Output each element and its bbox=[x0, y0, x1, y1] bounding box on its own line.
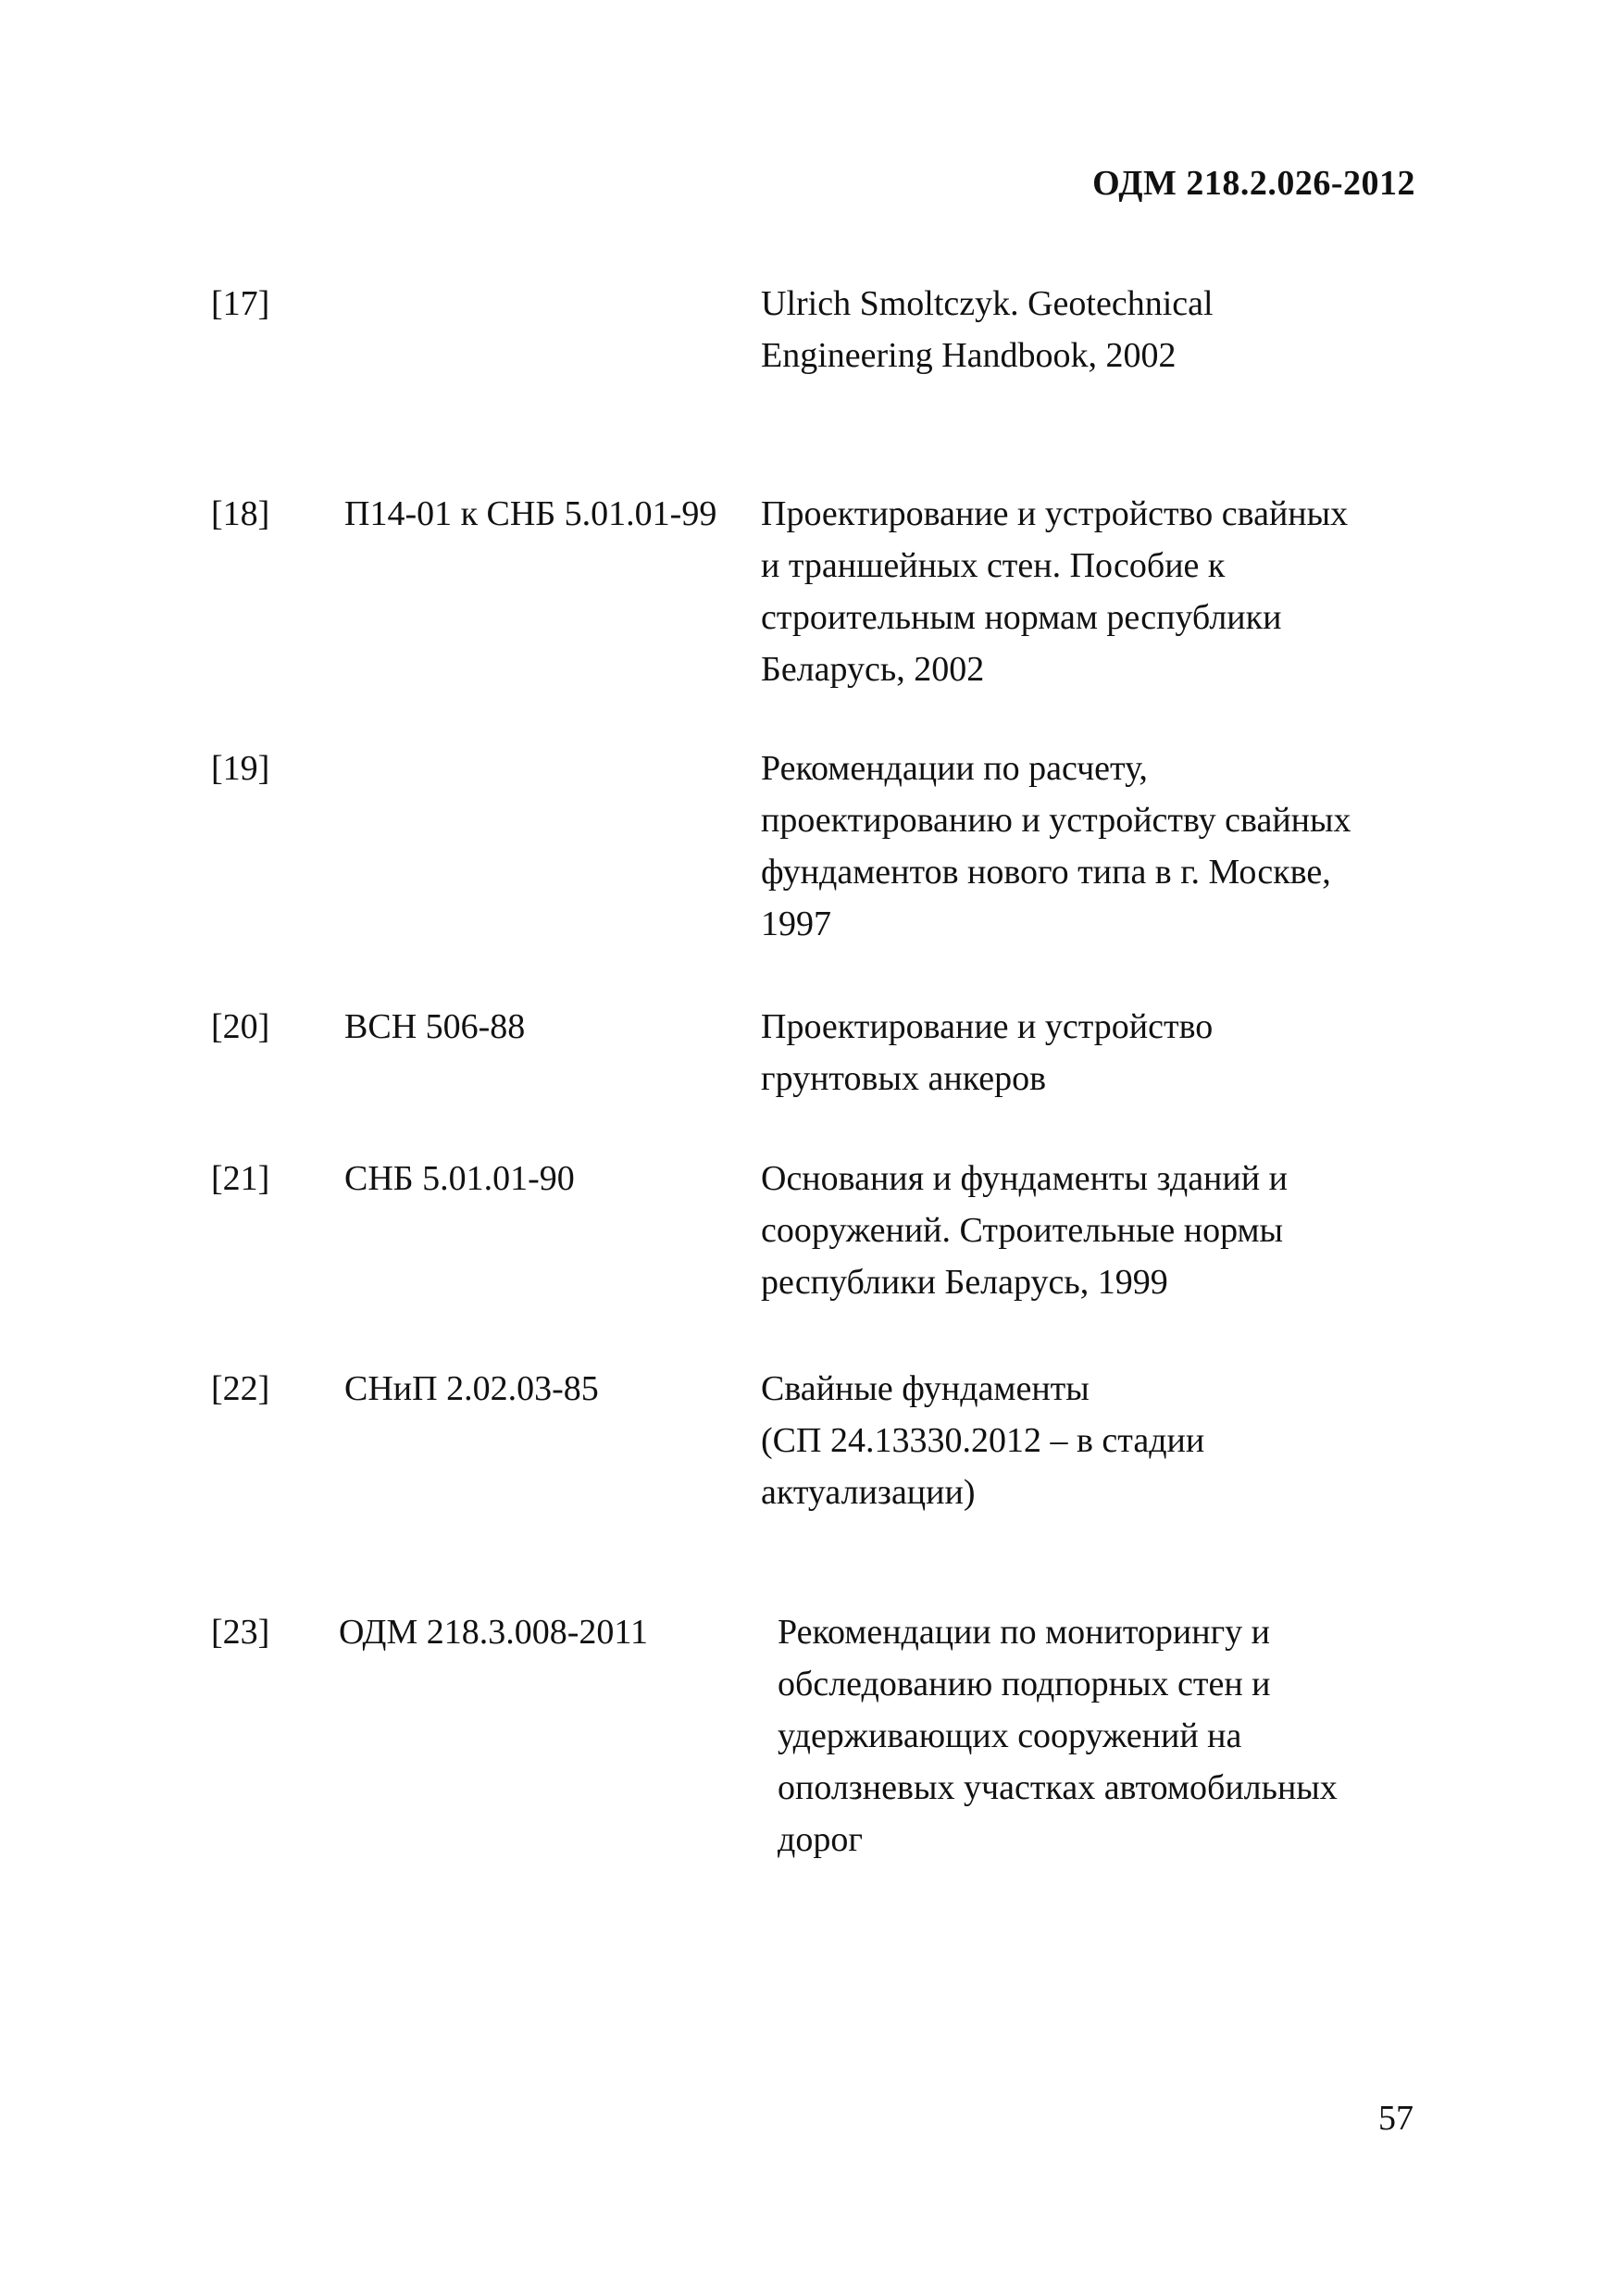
reference-title-line: Беларусь, 2002 bbox=[761, 650, 985, 689]
reference-title bbox=[761, 278, 1427, 381]
reference-title-line: обследованию подпорных стен и bbox=[778, 1665, 1271, 1703]
reference-title-line: Engineering Handbook, 2002 bbox=[761, 336, 1177, 375]
reference-code: ВСН 506-88 bbox=[344, 1007, 526, 1046]
document-code: ОДМ 218.2.026-2012 bbox=[1092, 164, 1415, 203]
reference-title-line: Проектирование и устройство bbox=[761, 1007, 1214, 1046]
reference-number: [22] bbox=[211, 1369, 270, 1408]
reference-title-line: Свайные фундаменты bbox=[761, 1369, 1090, 1408]
reference-title-line: сооружений. Строительные нормы bbox=[761, 1211, 1284, 1250]
reference-title bbox=[761, 742, 1427, 950]
reference-title-line: строительным нормам республики bbox=[761, 598, 1282, 637]
reference-title-line: проектированию и устройству свайных bbox=[761, 801, 1351, 840]
page-number: 57 bbox=[1378, 2099, 1414, 2138]
reference-title bbox=[778, 1606, 1444, 1866]
reference-title-line: фундаментов нового типа в г. Москве, bbox=[761, 853, 1331, 892]
reference-number: [21] bbox=[211, 1159, 270, 1198]
reference-title-line: оползневых участках автомобильных bbox=[778, 1768, 1338, 1807]
reference-title-line: актуализации) bbox=[761, 1473, 976, 1512]
reference-title-line: дорог bbox=[778, 1820, 863, 1859]
reference-number: [23] bbox=[211, 1613, 270, 1652]
reference-title-line: грунтовых анкеров bbox=[761, 1059, 1047, 1098]
reference-title-line: и траншейных стен. Пособие к bbox=[761, 546, 1226, 585]
reference-code: ОДМ 218.3.008-2011 bbox=[339, 1613, 649, 1652]
reference-title-line: Проектирование и устройство свайных bbox=[761, 494, 1349, 533]
reference-code: СНБ 5.01.01-90 bbox=[344, 1159, 575, 1198]
reference-number: [20] bbox=[211, 1007, 270, 1046]
reference-title-line: Рекомендации по расчету, bbox=[761, 749, 1148, 788]
reference-title-line: Рекомендации по мониторингу и bbox=[778, 1613, 1271, 1652]
reference-title bbox=[761, 1001, 1427, 1104]
reference-code: СНиП 2.02.03-85 bbox=[344, 1369, 599, 1408]
reference-title-line: республики Беларусь, 1999 bbox=[761, 1263, 1168, 1302]
reference-title bbox=[761, 1363, 1427, 1518]
reference-title-line: 1997 bbox=[761, 905, 831, 943]
reference-number: [18] bbox=[211, 494, 270, 533]
reference-title bbox=[761, 1153, 1427, 1308]
reference-title-line: Ulrich Smoltczyk. Geotechnical bbox=[761, 284, 1214, 323]
reference-code: П14-01 к СНБ 5.01.01-99 bbox=[344, 494, 717, 533]
reference-number: [17] bbox=[211, 284, 270, 323]
reference-title bbox=[761, 488, 1427, 695]
reference-title-line: (СП 24.13330.2012 – в стадии bbox=[761, 1421, 1205, 1460]
reference-number: [19] bbox=[211, 749, 270, 788]
reference-title-line: удерживающих сооружений на bbox=[778, 1716, 1242, 1755]
reference-title-line: Основания и фундаменты зданий и bbox=[761, 1159, 1288, 1198]
